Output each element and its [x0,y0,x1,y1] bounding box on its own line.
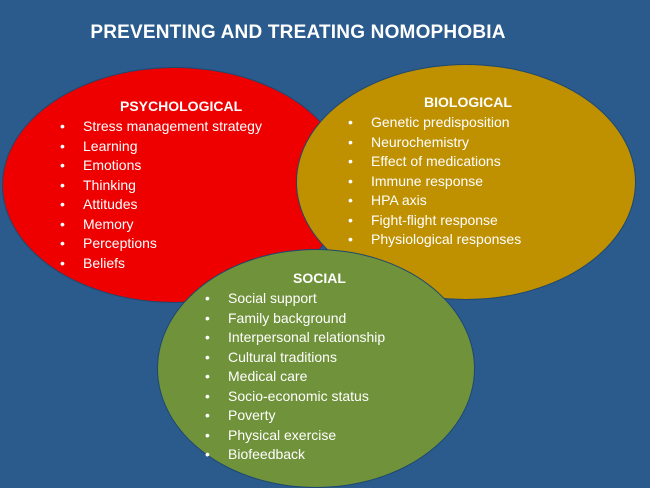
list-item [60,117,262,137]
bullet-icon: • [205,368,210,384]
list-item-label: Perceptions [83,235,157,251]
psychological-list [60,117,262,273]
list-item [60,137,262,157]
list-item [348,152,521,172]
list-item [205,289,385,309]
list-item-label: Cultural traditions [228,348,337,365]
list-item [205,309,385,329]
list-item [205,387,385,407]
list-item [348,191,521,211]
bullet-icon: • [60,176,65,193]
bullet-icon: • [348,172,353,189]
list-item [348,230,521,250]
bullet-icon: • [60,196,65,212]
bullet-icon: • [60,137,65,154]
list-item [60,195,262,215]
bullet-icon: • [60,118,65,134]
list-item-label: Medical care [228,368,308,384]
bullet-icon: • [205,348,210,365]
bullet-icon: • [205,329,210,345]
list-item [205,406,385,426]
biological-list [348,113,521,250]
list-item-label: Thinking [83,176,136,193]
list-item [205,328,385,348]
list-item [205,426,385,446]
social-list [205,289,385,465]
list-item-label: Immune response [371,172,484,189]
list-item-label: Neurochemistry [371,133,470,150]
biological-title: BIOLOGICAL [424,94,512,110]
list-item-label: Memory [83,215,134,232]
page-title: PREVENTING AND TREATING NOMOPHOBIA [90,22,506,43]
bullet-icon: • [348,211,353,228]
biological-group [348,94,521,250]
list-item [205,348,385,368]
bullet-icon: • [205,407,210,423]
bullet-icon: • [205,426,210,443]
bullet-icon: • [348,114,353,130]
list-item-label: Fight-flight response [371,211,498,228]
list-item [60,234,262,254]
list-item [348,113,521,133]
bullet-icon: • [205,387,210,404]
list-item-label: Stress management strategy [83,118,262,134]
bullet-icon: • [60,235,65,251]
list-item-label: Poverty [228,407,276,423]
list-item-label: Socio-economic status [228,387,369,404]
bullet-icon: • [60,215,65,232]
list-item-label: Interpersonal relationship [228,329,386,345]
bullet-icon: • [348,153,353,169]
list-item [60,176,262,196]
bullet-icon: • [60,254,65,271]
list-item [60,215,262,235]
list-item-label: Genetic predisposition [371,114,510,130]
social-group [205,270,385,465]
list-item-label: Attitudes [83,196,138,212]
bullet-icon: • [60,157,65,173]
list-item-label: HPA axis [371,192,427,208]
list-item-label: Biofeedback [228,446,306,462]
list-item-label: Effect of medications [371,153,501,169]
bullet-icon: • [205,446,210,462]
social-title: SOCIAL [293,270,346,286]
bullet-icon: • [348,231,353,247]
bullet-icon: • [348,192,353,208]
list-item-label: Beliefs [83,254,126,271]
list-item-label: Learning [83,137,138,154]
list-item-label: Emotions [83,157,142,173]
list-item [348,172,521,192]
list-item-label: Family background [228,309,347,326]
list-item-label: Physical exercise [228,426,337,443]
list-item [205,445,385,465]
list-item-label: Physiological responses [371,231,522,247]
psychological-group [60,98,262,273]
psychological-title: PSYCHOLOGICAL [120,98,243,114]
list-item [205,367,385,387]
bullet-icon: • [348,133,353,150]
list-item [60,156,262,176]
list-item-label: Social support [228,290,317,306]
list-item [348,133,521,153]
list-item [348,211,521,231]
bullet-icon: • [205,309,210,326]
bullet-icon: • [205,290,210,306]
